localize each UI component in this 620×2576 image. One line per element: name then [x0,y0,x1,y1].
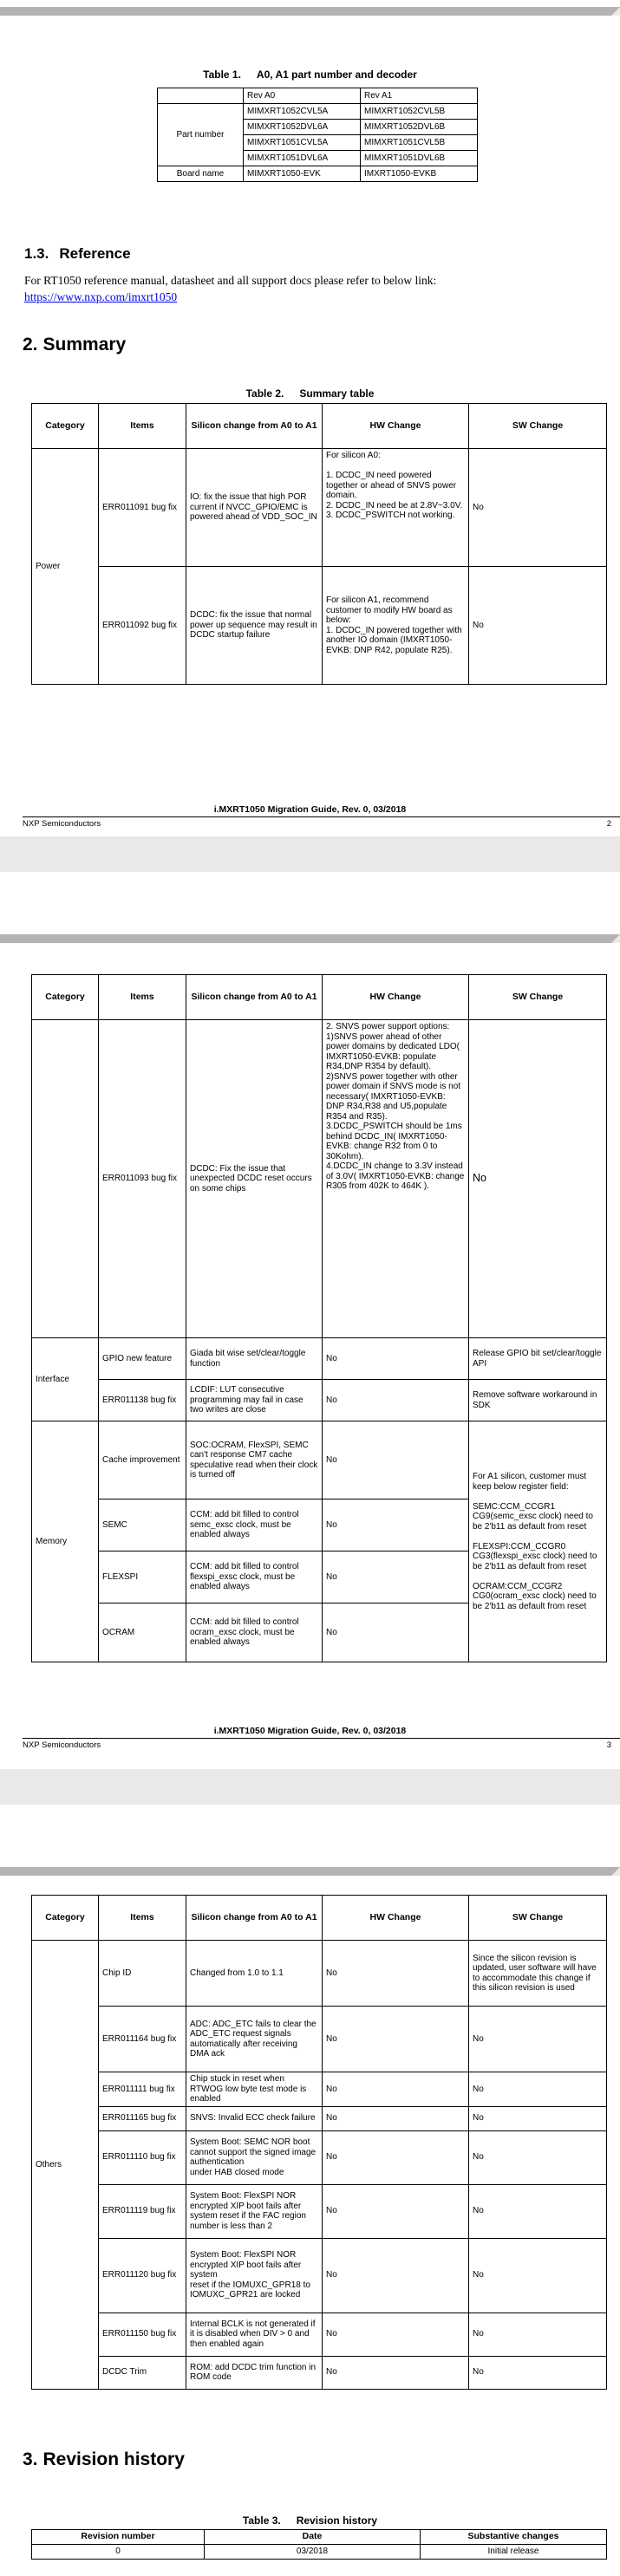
silicon-change-cell: Chip stuck in reset when RTWOG low byte test mode is enabled [186,2072,323,2107]
hw-change-cell: No [323,1603,469,1662]
hw-change-header: HW Change [323,975,469,1020]
silicon-change-cell: ADC: ADC_ETC fails to clear the ADC_ETC request signals automatically after receiving DMA ack [186,2007,323,2072]
hw-change-cell: For silicon A1, recommend customer to modify HW board as below: 1. DCDC_IN powered together with another IO domain (IMXRT1050-EVKB: DNP R42, populate R25). [323,567,469,685]
footer-title: i.MXRT1050 Migration Guide, Rev. 0, 03/2018 [213,804,407,815]
item-cell: OCRAM [99,1603,186,1662]
sw-change-cell: Since the silicon revision is updated, user software will have to accommodate this change if this silicon revision is used [469,1941,607,2007]
item-cell: ERR011093 bug fix [99,1020,186,1338]
category-others: Others [32,1941,99,2390]
silicon-change-cell: Internal BCLK is not generated if it is disabled when DIV > 0 and then enabled again [186,2313,323,2356]
category-header: Category [32,975,99,1020]
footer-rule [23,816,620,817]
hw-change-cell: No [323,2356,469,2389]
hw-change-cell: No [323,1421,469,1499]
part-number-a0: MIMXRT1051CVL5A [244,135,361,151]
hw-change-cell: No [323,1499,469,1551]
silicon-change-cell: IO: fix the issue that high POR current if NVCC_GPIO/EMC is powered ahead of VDD_SOC_IN [186,449,323,567]
item-cell: ERR011138 bug fix [99,1380,186,1421]
footer-title: i.MXRT1050 Migration Guide, Rev. 0, 03/2018 [213,1726,407,1736]
sw-change-cell: No [469,449,607,567]
substantive-changes-cell: Initial release [421,2545,607,2560]
silicon-change-cell: Changed from 1.0 to 1.1 [186,1941,323,2007]
part-number-a0: MIMXRT1052DVL6A [244,120,361,135]
page-header-bar [0,7,620,16]
sw-change-cell: No [469,2238,607,2313]
hw-change-header: HW Change [323,404,469,449]
hw-change-cell: No [323,1380,469,1421]
board-name-a1: IMXRT1050-EVKB [361,166,478,182]
page-1 [0,0,620,836]
footer-rule [23,1738,620,1739]
hw-change-cell: No [323,2313,469,2356]
part-number-a0: MIMXRT1051DVL6A [244,151,361,166]
summary-heading: 2. Summary [23,335,127,355]
rev-a1-header: Rev A1 [361,88,478,104]
table-2-caption: Table 2. Summary table [245,387,375,400]
silicon-change-cell: CCM: add bit filled to control ocram_exsc clock, must be enabled always [186,1603,323,1662]
page-header-bar [0,934,620,943]
part-number-table [157,88,478,182]
silicon-change-cell: SNVS: Invalid ECC check failure [186,2106,323,2130]
sw-change-cell: No [469,2106,607,2130]
item-cell: FLEXSPI [99,1551,186,1603]
silicon-change-cell: ROM: add DCDC trim function in ROM code [186,2356,323,2389]
category-power-continued [32,1020,99,1338]
summary-table-others [31,1895,607,2390]
item-cell: ERR011120 bug fix [99,2238,186,2313]
hw-change-cell: No [323,1941,469,2007]
revision-history-table [31,2529,607,2560]
revision-number-cell: 0 [32,2545,205,2560]
hw-change-cell: No [323,2007,469,2072]
sw-change-cell: For A1 silicon, customer must keep below register field: SEMC:CCM_CCGR1 CG9(semc_exsc clock) need to be 2'b11 as default from reset FLEXSPI:CCM_CCGR0 CG3(flexspi_exsc clock) need to be 2'b11 as default from reset OCRAM:CCM_CCGR2 CG0(ocram_exsc clock) need to be 2'b11 as default from reset [469,1421,607,1662]
reference-text: For RT1050 reference manual, datasheet and all support docs please refer to below link: [24,274,437,287]
table-1-corner-cell [158,88,244,104]
silicon-change-header: Silicon change from A0 to A1 [186,404,323,449]
hw-change-cell: No [323,1551,469,1603]
part-number-a1: MIMXRT1052DVL6B [361,120,478,135]
item-cell: ERR011119 bug fix [99,2184,186,2238]
page-header-bar [0,1867,620,1876]
part-number-a1: MIMXRT1051DVL6B [361,151,478,166]
sw-change-cell: No [469,2130,607,2184]
footer-company: NXP Semiconductors [23,1740,101,1750]
board-name-a0: MIMXRT1050-EVK [244,166,361,182]
silicon-change-cell: DCDC: Fix the issue that unexpected DCDC reset occurs on some chips [186,1020,323,1338]
silicon-change-header: Silicon change from A0 to A1 [186,1896,323,1941]
board-name-label: Board name [158,166,244,182]
rev-a0-header: Rev A0 [244,88,361,104]
items-header: Items [99,975,186,1020]
hw-change-cell: 2. SNVS power support options: 1)SNVS power ahead of other power domains by dedicated LDO( IMXRT1050-EVKB: populate R34,DNP R354 by default). 2)SNVS power together with other power domain if SNVS mode is not necessary( IMXRT1050-EVKB: DNP R34,R38 and U5,populate R354 and R35). 3.DCDC_PSWITCH should be 1ms behind DCDC_IN( IMXRT1050-EVKB: change R32 from 0 to 30Kohm). 4.DCDC_IN change to 3.3V instead of 3.0V( IMXRT1050-EVKB: change R305 from 402K to 464K ). [323,1020,469,1338]
sw-change-cell: Remove software workaround in SDK [469,1380,607,1421]
item-cell: ERR011165 bug fix [99,2106,186,2130]
revision-number-header: Revision number [32,2530,205,2545]
page-3 [0,1805,620,2576]
items-header: Items [99,1896,186,1941]
silicon-change-cell: CCM: add bit filled to control flexspi_exsc clock, must be enabled always [186,1551,323,1603]
sw-change-cell: No [469,2313,607,2356]
silicon-change-cell: Giada bit wise set/clear/toggle function [186,1338,323,1380]
item-cell: ERR011164 bug fix [99,2007,186,2072]
item-cell: GPIO new feature [99,1338,186,1380]
table-1-caption: Table 1. A0, A1 part number and decoder [203,68,417,81]
silicon-change-cell: SOC:OCRAM, FlexSPI, SEMC can't response CM7 cache speculative read when their clock is turned off [186,1421,323,1499]
item-cell: DCDC Trim [99,2356,186,2389]
silicon-change-cell: CCM: add bit filled to control semc_exsc clock, must be enabled always [186,1499,323,1551]
summary-table-page-2 [31,974,607,1662]
silicon-change-cell: DCDC: fix the issue that normal power up sequence may result in DCDC startup failure [186,567,323,685]
sw-change-cell: No [469,2184,607,2238]
item-cell: ERR011111 bug fix [99,2072,186,2107]
reference-heading: 1.3. Reference [24,245,131,262]
item-cell: ERR011150 bug fix [99,2313,186,2356]
hw-change-cell: For silicon A0: 1. DCDC_IN need powered together or ahead of SNVS power domain. 2. DCDC_IN need be at 2.8V~3.0V. 3. DCDC_PSWITCH not working. [323,449,469,567]
hw-change-cell: No [323,2238,469,2313]
silicon-change-cell: LCDIF: LUT consecutive programming may fail in case two writes are close [186,1380,323,1421]
item-cell: Chip ID [99,1941,186,2007]
sw-change-cell: No [469,2356,607,2389]
category-power: Power [32,449,99,685]
date-header: Date [205,2530,421,2545]
summary-table-power [31,403,607,685]
category-memory: Memory [32,1421,99,1662]
footer-page-number: 2 [606,819,611,829]
hw-change-cell: No [323,1338,469,1380]
silicon-change-cell: System Boot: FlexSPI NOR encrypted XIP boot fails after system reset if the IOMUXC_GPR18 to IOMUXC_GPR21 are locked [186,2238,323,2313]
sw-change-header: SW Change [469,1896,607,1941]
hw-change-header: HW Change [323,1896,469,1941]
part-number-a1: MIMXRT1051CVL5B [361,135,478,151]
hw-change-cell: No [323,2184,469,2238]
date-cell: 03/2018 [205,2545,421,2560]
sw-change-cell: Release GPIO bit set/clear/toggle API [469,1338,607,1380]
category-header: Category [32,404,99,449]
category-header: Category [32,1896,99,1941]
footer-page-number: 3 [606,1740,611,1750]
revision-history-heading: 3. Revision history [23,2449,185,2469]
hw-change-cell: No [323,2130,469,2184]
silicon-change-cell: System Boot: SEMC NOR boot cannot support the signed image authentication under HAB closed mode [186,2130,323,2184]
sw-change-cell: No [469,1020,607,1338]
item-cell: ERR011091 bug fix [99,449,186,567]
items-header: Items [99,404,186,449]
reference-link[interactable]: https://www.nxp.com/imxrt1050 [24,290,178,303]
sw-change-header: SW Change [469,404,607,449]
part-number-a0: MIMXRT1052CVL5A [244,104,361,120]
silicon-change-header: Silicon change from A0 to A1 [186,975,323,1020]
sw-change-header: SW Change [469,975,607,1020]
sw-change-cell: No [469,2072,607,2107]
silicon-change-cell: System Boot: FlexSPI NOR encrypted XIP boot fails after system reset if the FAC region number is less than 2 [186,2184,323,2238]
category-interface: Interface [32,1338,99,1421]
page-2 [0,872,620,1769]
table-3-caption: Table 3. Revision history [242,2514,378,2527]
part-number-label: Part number [158,104,244,166]
part-number-a1: MIMXRT1052CVL5B [361,104,478,120]
item-cell: ERR011110 bug fix [99,2130,186,2184]
substantive-changes-header: Substantive changes [421,2530,607,2545]
footer-company: NXP Semiconductors [23,819,101,829]
hw-change-cell: No [323,2072,469,2107]
sw-change-cell: No [469,2007,607,2072]
sw-change-cell: No [469,567,607,685]
item-cell: SEMC [99,1499,186,1551]
hw-change-cell: No [323,2106,469,2130]
item-cell: ERR011092 bug fix [99,567,186,685]
item-cell: Cache improvement [99,1421,186,1499]
